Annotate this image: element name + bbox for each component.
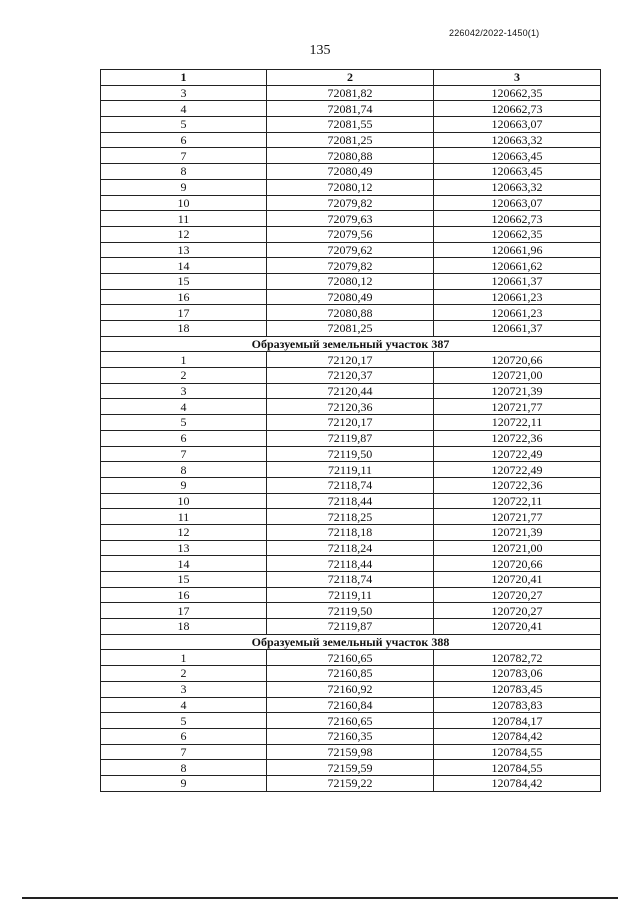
- y-coordinate-cell: 120663,32: [434, 179, 601, 195]
- table-row: [101, 258, 601, 274]
- x-coordinate-cell: 72119,50: [267, 603, 434, 619]
- x-coordinate-cell: 72120,17: [267, 415, 434, 431]
- x-coordinate-cell: 72120,17: [267, 352, 434, 368]
- x-coordinate-cell: 72118,24: [267, 540, 434, 556]
- y-coordinate-cell: 120784,17: [434, 713, 601, 729]
- table-row: [101, 179, 601, 195]
- table-row: [101, 603, 601, 619]
- table-row: [101, 775, 601, 791]
- table-row: [101, 744, 601, 760]
- point-number-cell: 4: [101, 697, 267, 713]
- x-coordinate-cell: 72160,84: [267, 697, 434, 713]
- point-number-cell: 14: [101, 556, 267, 572]
- point-number-cell: 14: [101, 258, 267, 274]
- point-number-cell: 8: [101, 164, 267, 180]
- table-row: [101, 556, 601, 572]
- table-row: [101, 289, 601, 305]
- point-number-cell: 8: [101, 462, 267, 478]
- x-coordinate-cell: 72160,65: [267, 650, 434, 666]
- point-number-cell: 4: [101, 101, 267, 117]
- point-number-cell: 13: [101, 540, 267, 556]
- coordinates-table: [100, 69, 601, 792]
- table-row: [101, 728, 601, 744]
- point-number-cell: 6: [101, 430, 267, 446]
- x-coordinate-cell: 72081,74: [267, 101, 434, 117]
- section-title: Образуемый земельный участок 387: [101, 336, 601, 352]
- table-row: [101, 619, 601, 635]
- table-row: [101, 587, 601, 603]
- y-coordinate-cell: 120663,07: [434, 195, 601, 211]
- table-row: [101, 132, 601, 148]
- point-number-cell: 15: [101, 572, 267, 588]
- x-coordinate-cell: 72081,25: [267, 132, 434, 148]
- y-coordinate-cell: 120722,49: [434, 446, 601, 462]
- section-row: [101, 336, 601, 352]
- point-number-cell: 17: [101, 603, 267, 619]
- table-row: [101, 713, 601, 729]
- table-row: [101, 305, 601, 321]
- x-coordinate-cell: 72079,62: [267, 242, 434, 258]
- table-row: [101, 697, 601, 713]
- point-number-cell: 2: [101, 368, 267, 384]
- y-coordinate-cell: 120784,55: [434, 760, 601, 776]
- x-coordinate-cell: 72119,11: [267, 462, 434, 478]
- x-coordinate-cell: 72119,87: [267, 430, 434, 446]
- x-coordinate-cell: 72081,25: [267, 321, 434, 337]
- table-row: [101, 540, 601, 556]
- table-row: [101, 368, 601, 384]
- y-coordinate-cell: 120721,39: [434, 524, 601, 540]
- y-coordinate-cell: 120721,00: [434, 540, 601, 556]
- x-coordinate-cell: 72160,65: [267, 713, 434, 729]
- x-coordinate-cell: 72118,74: [267, 572, 434, 588]
- point-number-cell: 12: [101, 524, 267, 540]
- point-number-cell: 18: [101, 321, 267, 337]
- column-header-number: 1: [101, 70, 267, 86]
- table-row: [101, 650, 601, 666]
- point-number-cell: 16: [101, 587, 267, 603]
- y-coordinate-cell: 120662,73: [434, 211, 601, 227]
- x-coordinate-cell: 72081,82: [267, 85, 434, 101]
- y-coordinate-cell: 120720,27: [434, 587, 601, 603]
- point-number-cell: 9: [101, 477, 267, 493]
- table-row: [101, 148, 601, 164]
- x-coordinate-cell: 72079,63: [267, 211, 434, 227]
- point-number-cell: 6: [101, 132, 267, 148]
- table-row: [101, 195, 601, 211]
- table-row: [101, 117, 601, 133]
- x-coordinate-cell: 72159,98: [267, 744, 434, 760]
- y-coordinate-cell: 120784,55: [434, 744, 601, 760]
- y-coordinate-cell: 120661,23: [434, 305, 601, 321]
- y-coordinate-cell: 120721,77: [434, 509, 601, 525]
- table-row: [101, 101, 601, 117]
- y-coordinate-cell: 120720,41: [434, 572, 601, 588]
- table-row: [101, 321, 601, 337]
- table-row: [101, 509, 601, 525]
- x-coordinate-cell: 72080,88: [267, 305, 434, 321]
- table-header-row: [101, 70, 601, 86]
- y-coordinate-cell: 120720,27: [434, 603, 601, 619]
- point-number-cell: 11: [101, 509, 267, 525]
- table-row: [101, 383, 601, 399]
- table-row: [101, 477, 601, 493]
- point-number-cell: 15: [101, 273, 267, 289]
- table-row: [101, 273, 601, 289]
- x-coordinate-cell: 72159,22: [267, 775, 434, 791]
- x-coordinate-cell: 72118,74: [267, 477, 434, 493]
- x-coordinate-cell: 72118,44: [267, 556, 434, 572]
- y-coordinate-cell: 120721,39: [434, 383, 601, 399]
- y-coordinate-cell: 120720,66: [434, 556, 601, 572]
- bottom-rule: [22, 897, 618, 899]
- x-coordinate-cell: 72080,49: [267, 289, 434, 305]
- table-row: [101, 462, 601, 478]
- y-coordinate-cell: 120722,36: [434, 430, 601, 446]
- y-coordinate-cell: 120663,07: [434, 117, 601, 133]
- x-coordinate-cell: 72079,82: [267, 195, 434, 211]
- x-coordinate-cell: 72079,82: [267, 258, 434, 274]
- x-coordinate-cell: 72079,56: [267, 226, 434, 242]
- table-row: [101, 666, 601, 682]
- y-coordinate-cell: 120783,83: [434, 697, 601, 713]
- y-coordinate-cell: 120721,77: [434, 399, 601, 415]
- section-title: Образуемый земельный участок 388: [101, 634, 601, 650]
- point-number-cell: 1: [101, 650, 267, 666]
- y-coordinate-cell: 120784,42: [434, 728, 601, 744]
- table-row: [101, 493, 601, 509]
- point-number-cell: 13: [101, 242, 267, 258]
- point-number-cell: 5: [101, 117, 267, 133]
- y-coordinate-cell: 120661,37: [434, 321, 601, 337]
- y-coordinate-cell: 120722,49: [434, 462, 601, 478]
- x-coordinate-cell: 72160,92: [267, 681, 434, 697]
- x-coordinate-cell: 72118,44: [267, 493, 434, 509]
- x-coordinate-cell: 72160,85: [267, 666, 434, 682]
- y-coordinate-cell: 120661,96: [434, 242, 601, 258]
- x-coordinate-cell: 72120,36: [267, 399, 434, 415]
- point-number-cell: 1: [101, 352, 267, 368]
- y-coordinate-cell: 120662,35: [434, 226, 601, 242]
- point-number-cell: 10: [101, 195, 267, 211]
- table-body: [101, 85, 601, 791]
- point-number-cell: 5: [101, 415, 267, 431]
- point-number-cell: 12: [101, 226, 267, 242]
- point-number-cell: 17: [101, 305, 267, 321]
- page-number: 135: [309, 43, 331, 58]
- y-coordinate-cell: 120783,45: [434, 681, 601, 697]
- x-coordinate-cell: 72080,88: [267, 148, 434, 164]
- table-row: [101, 352, 601, 368]
- table-row: [101, 760, 601, 776]
- point-number-cell: 9: [101, 775, 267, 791]
- point-number-cell: 3: [101, 85, 267, 101]
- point-number-cell: 9: [101, 179, 267, 195]
- point-number-cell: 4: [101, 399, 267, 415]
- x-coordinate-cell: 72159,59: [267, 760, 434, 776]
- point-number-cell: 16: [101, 289, 267, 305]
- y-coordinate-cell: 120722,36: [434, 477, 601, 493]
- x-coordinate-cell: 72120,44: [267, 383, 434, 399]
- point-number-cell: 7: [101, 148, 267, 164]
- column-header-x: 2: [267, 70, 434, 86]
- x-coordinate-cell: 72119,87: [267, 619, 434, 635]
- x-coordinate-cell: 72160,35: [267, 728, 434, 744]
- x-coordinate-cell: 72080,12: [267, 273, 434, 289]
- y-coordinate-cell: 120784,42: [434, 775, 601, 791]
- y-coordinate-cell: 120661,23: [434, 289, 601, 305]
- x-coordinate-cell: 72118,25: [267, 509, 434, 525]
- point-number-cell: 3: [101, 681, 267, 697]
- x-coordinate-cell: 72119,50: [267, 446, 434, 462]
- point-number-cell: 7: [101, 446, 267, 462]
- x-coordinate-cell: 72118,18: [267, 524, 434, 540]
- y-coordinate-cell: 120722,11: [434, 493, 601, 509]
- y-coordinate-cell: 120782,72: [434, 650, 601, 666]
- y-coordinate-cell: 120783,06: [434, 666, 601, 682]
- table-row: [101, 211, 601, 227]
- y-coordinate-cell: 120721,00: [434, 368, 601, 384]
- y-coordinate-cell: 120662,35: [434, 85, 601, 101]
- x-coordinate-cell: 72080,12: [267, 179, 434, 195]
- table-row: [101, 446, 601, 462]
- y-coordinate-cell: 120661,62: [434, 258, 601, 274]
- y-coordinate-cell: 120661,37: [434, 273, 601, 289]
- column-header-y: 3: [434, 70, 601, 86]
- y-coordinate-cell: 120662,73: [434, 101, 601, 117]
- table-row: [101, 415, 601, 431]
- point-number-cell: 8: [101, 760, 267, 776]
- table-row: [101, 242, 601, 258]
- y-coordinate-cell: 120663,32: [434, 132, 601, 148]
- table-row: [101, 399, 601, 415]
- point-number-cell: 7: [101, 744, 267, 760]
- y-coordinate-cell: 120663,45: [434, 148, 601, 164]
- table-row: [101, 85, 601, 101]
- point-number-cell: 18: [101, 619, 267, 635]
- table-row: [101, 226, 601, 242]
- y-coordinate-cell: 120722,11: [434, 415, 601, 431]
- table-row: [101, 681, 601, 697]
- table-row: [101, 164, 601, 180]
- section-row: [101, 634, 601, 650]
- point-number-cell: 10: [101, 493, 267, 509]
- y-coordinate-cell: 120663,45: [434, 164, 601, 180]
- x-coordinate-cell: 72120,37: [267, 368, 434, 384]
- x-coordinate-cell: 72080,49: [267, 164, 434, 180]
- y-coordinate-cell: 120720,66: [434, 352, 601, 368]
- table-row: [101, 524, 601, 540]
- x-coordinate-cell: 72081,55: [267, 117, 434, 133]
- point-number-cell: 11: [101, 211, 267, 227]
- point-number-cell: 5: [101, 713, 267, 729]
- document-number: 226042/2022-1450(1): [449, 28, 540, 38]
- x-coordinate-cell: 72119,11: [267, 587, 434, 603]
- table-row: [101, 572, 601, 588]
- table-row: [101, 430, 601, 446]
- point-number-cell: 3: [101, 383, 267, 399]
- y-coordinate-cell: 120720,41: [434, 619, 601, 635]
- point-number-cell: 2: [101, 666, 267, 682]
- point-number-cell: 6: [101, 728, 267, 744]
